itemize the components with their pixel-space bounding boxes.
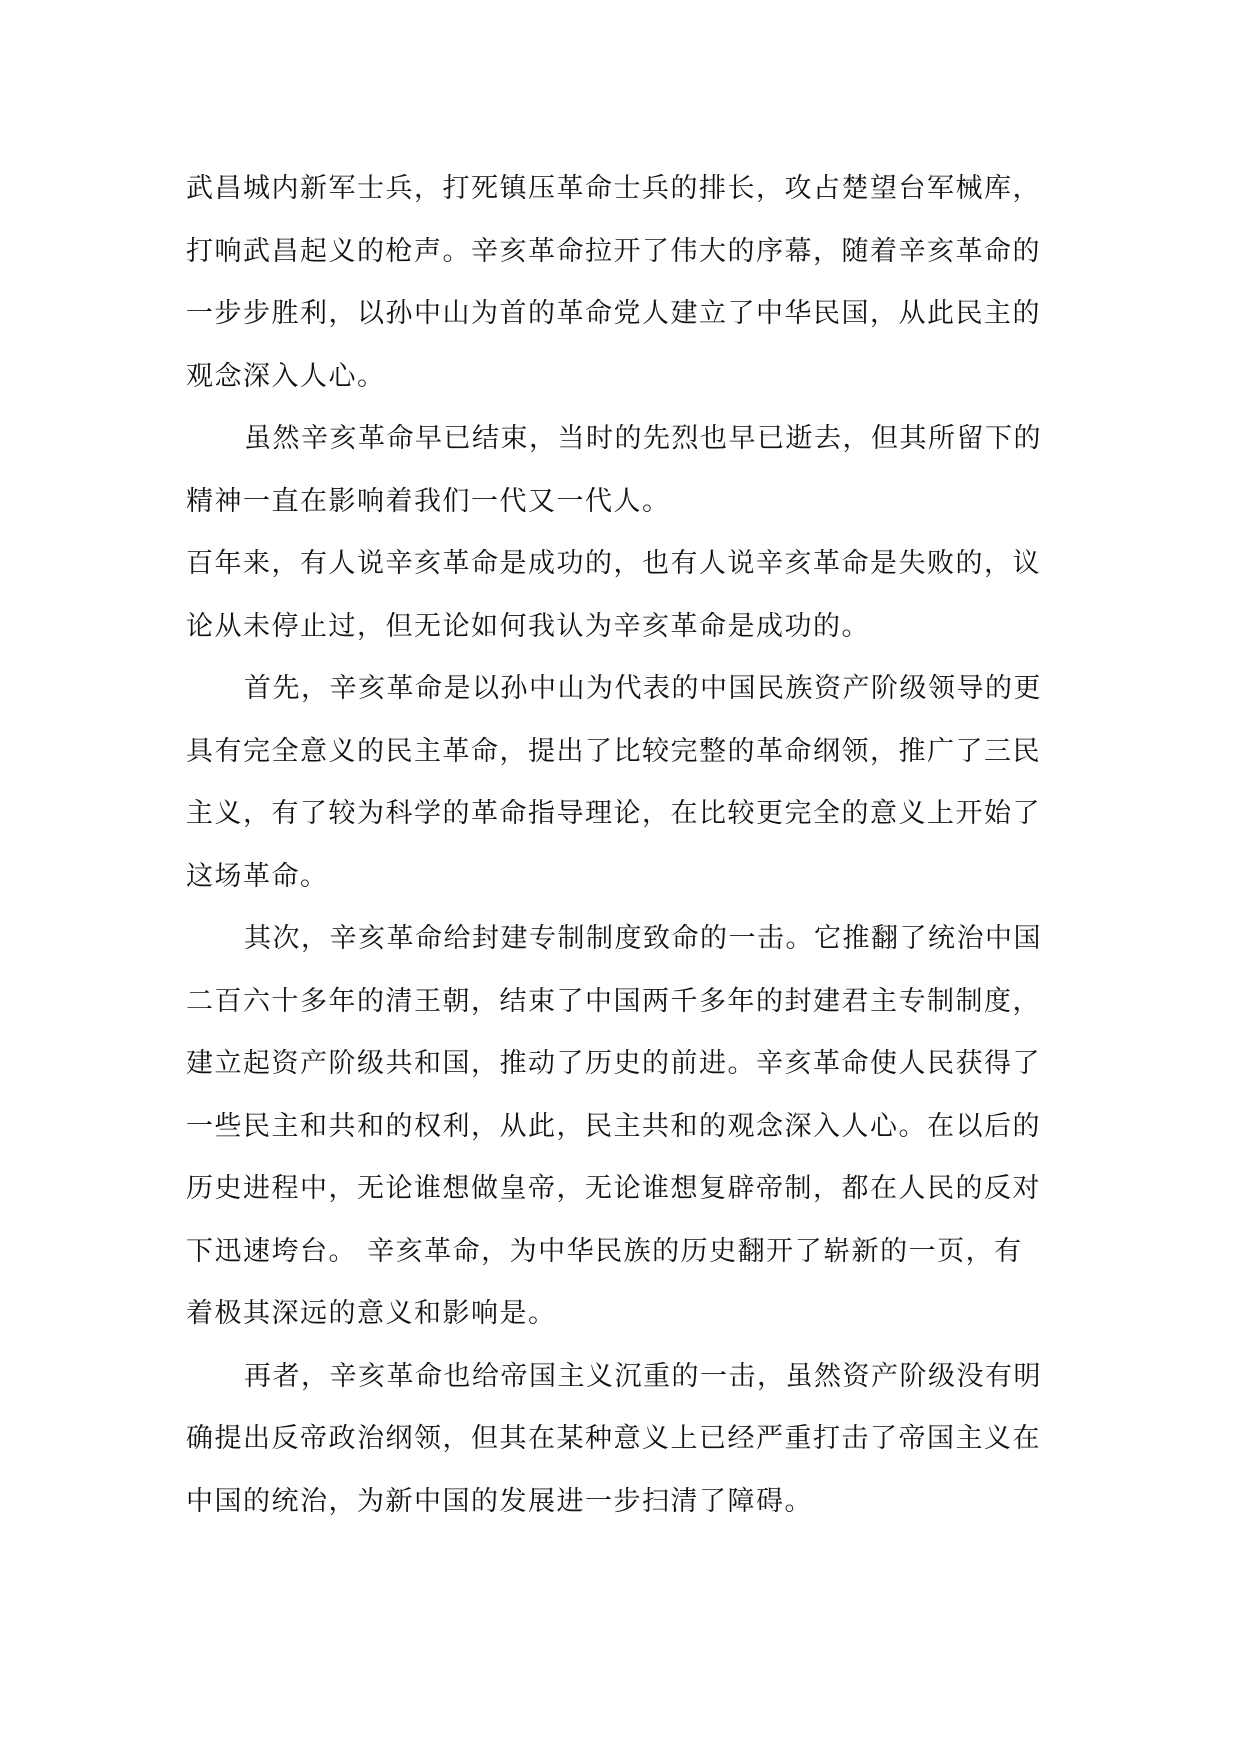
text-line: 百年来，有人说辛亥革命是成功的，也有人说辛亥革命是失败的，议 — [186, 548, 1041, 579]
paragraph-debate — [186, 533, 1066, 658]
text-line: 二百六十多年的清王朝，结束了中国两千多年的封建君主专制制度， — [186, 985, 1041, 1017]
text-line: 武昌城内新军士兵，打死镇压革命士兵的排长，攻占楚望台军械库， — [186, 173, 1041, 204]
text-line: 打响武昌起义的枪声。辛亥革命拉开了伟大的序幕，随着辛亥革命的 — [186, 235, 1041, 267]
document-body — [186, 158, 1066, 1533]
text-line: 确提出反帝政治纲领，但其在某种意义上已经严重打击了帝国主义在 — [186, 1423, 1041, 1454]
text-line: 论从未停止过，但无论如何我认为辛亥革命是成功的。 — [186, 610, 870, 642]
text-line: 主义，有了较为科学的革命指导理论，在比较更完全的意义上开始了 — [186, 798, 1041, 829]
text-line: 观念深入人心。 — [186, 360, 386, 392]
text-line: 着极其深远的意义和影响是。 — [186, 1298, 557, 1329]
text-line: 一步步胜利，以孙中山为首的革命党人建立了中华民国，从此民主的 — [186, 298, 1041, 329]
text-line: 历史进程中，无论谁想做皇帝，无论谁想复辟帝制，都在人民的反对 — [186, 1173, 1041, 1204]
text-line: 下迅速垮台。 辛亥革命，为中华民族的历史翻开了崭新的一页，有 — [186, 1235, 1023, 1267]
text-line: 虽然辛亥革命早已结束，当时的先烈也早已逝去，但其所留下的 — [244, 423, 1042, 454]
text-line: 首先，辛亥革命是以孙中山为代表的中国民族资产阶级领导的更 — [244, 673, 1042, 704]
text-line: 这场革命。 — [186, 860, 329, 892]
text-line: 一些民主和共和的权利，从此，民主共和的观念深入人心。在以后的 — [186, 1110, 1041, 1142]
text-line: 建立起资产阶级共和国，推动了历史的前进。辛亥革命使人民获得了 — [186, 1048, 1041, 1079]
text-line: 中国的统治，为新中国的发展进一步扫清了障碍。 — [186, 1485, 813, 1517]
paragraph-third-point — [186, 1346, 1066, 1534]
paragraph-spirit — [186, 408, 1066, 533]
paragraph-wuchang-uprising — [186, 158, 1066, 408]
text-line: 精神一直在影响着我们一代又一代人。 — [186, 485, 671, 517]
text-line: 具有完全意义的民主革命，提出了比较完整的革命纲领，推广了三民 — [186, 735, 1041, 767]
text-line: 其次，辛亥革命给封建专制制度致命的一击。它推翻了统治中国 — [244, 923, 1042, 954]
paragraph-first-point — [186, 658, 1066, 908]
paragraph-second-point — [186, 908, 1066, 1346]
text-line: 再者，辛亥革命也给帝国主义沉重的一击，虽然资产阶级没有明 — [244, 1360, 1042, 1392]
